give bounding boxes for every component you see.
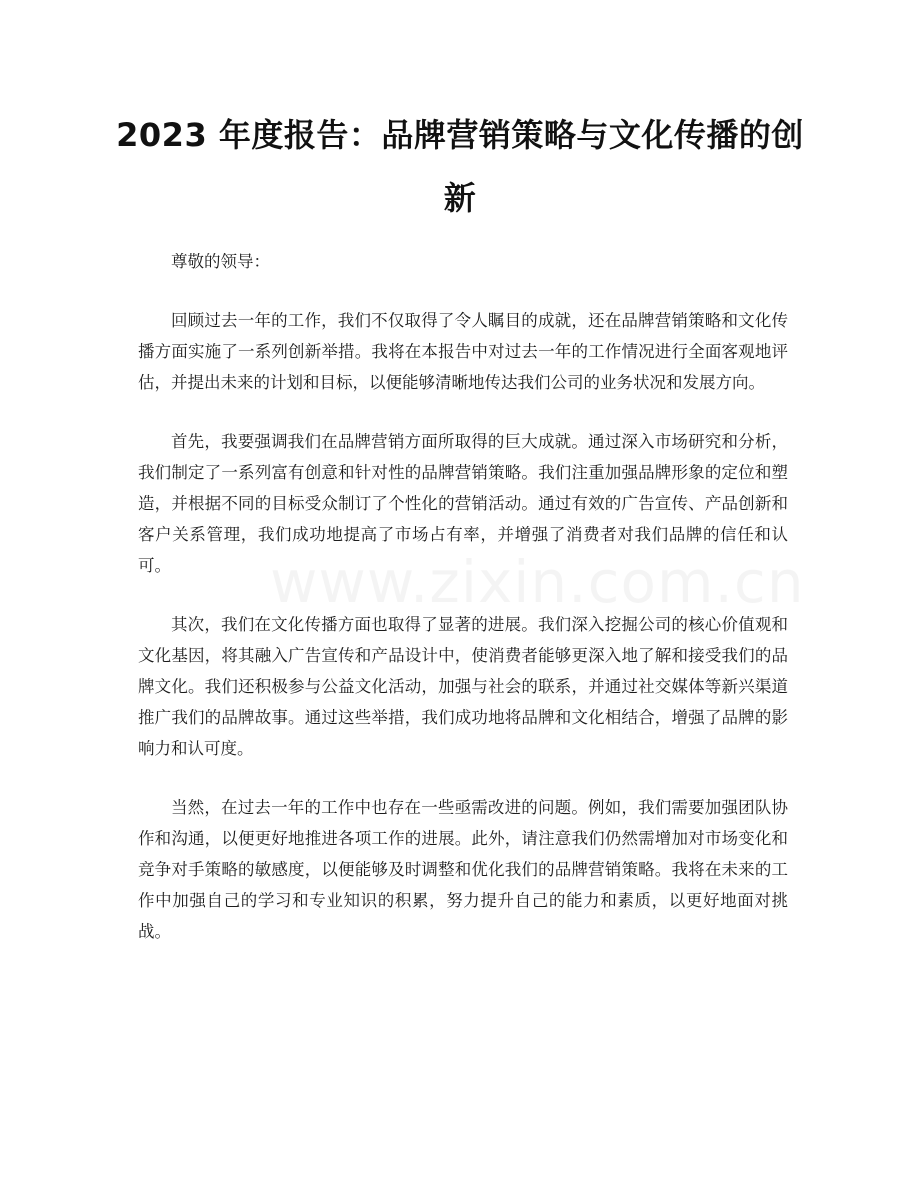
paragraph: 当然，在过去一年的工作中也存在一些亟需改进的问题。例如，我们需要加强团队协作和沟通，以便更好地推进各项工作的进展。此外，请注意我们仍然需增加对市场变化和竞争对手策略的敏感度，以便能够及时调整和优化我们的品牌营销策略。我将在未来的工作中加强自己的学习和专业知识的积累，努力提升自己的能力和素质，以更好地面对挑战。	[138, 798, 788, 941]
document-body	[138, 246, 788, 975]
paragraph: 回顾过去一年的工作，我们不仅取得了令人瞩目的成就，还在品牌营销策略和文化传播方面实施了一系列创新举措。我将在本报告中对过去一年的工作情况进行全面客观地评估，并提出未来的计划和目标，以便能够清晰地传达我们公司的业务状况和发展方向。	[138, 311, 788, 392]
paragraph: 其次，我们在文化传播方面也取得了显著的进展。我们深入挖掘公司的核心价值观和文化基因，将其融入广告宣传和产品设计中，使消费者能够更深入地了解和接受我们的品牌文化。我们还积极参与公益文化活动，加强与社会的联系，并通过社交媒体等新兴渠道推广我们的品牌故事。通过这些举措，我们成功地将品牌和文化相结合，增强了品牌的影响力和认可度。	[138, 615, 788, 758]
paragraph: 首先，我要强调我们在品牌营销方面所取得的巨大成就。通过深入市场研究和分析，我们制定了一系列富有创意和针对性的品牌营销策略。我们注重加强品牌形象的定位和塑造，并根据不同的目标受众制订了个性化的营销活动。通过有效的广告宣传、产品创新和客户关系管理，我们成功地提高了市场占有率，并增强了消费者对我们品牌的信任和认可。	[138, 432, 788, 575]
page-title: 2023 年度报告：品牌营销策略与文化传播的创新	[116, 116, 804, 217]
salutation: 尊敬的领导：	[171, 252, 270, 271]
